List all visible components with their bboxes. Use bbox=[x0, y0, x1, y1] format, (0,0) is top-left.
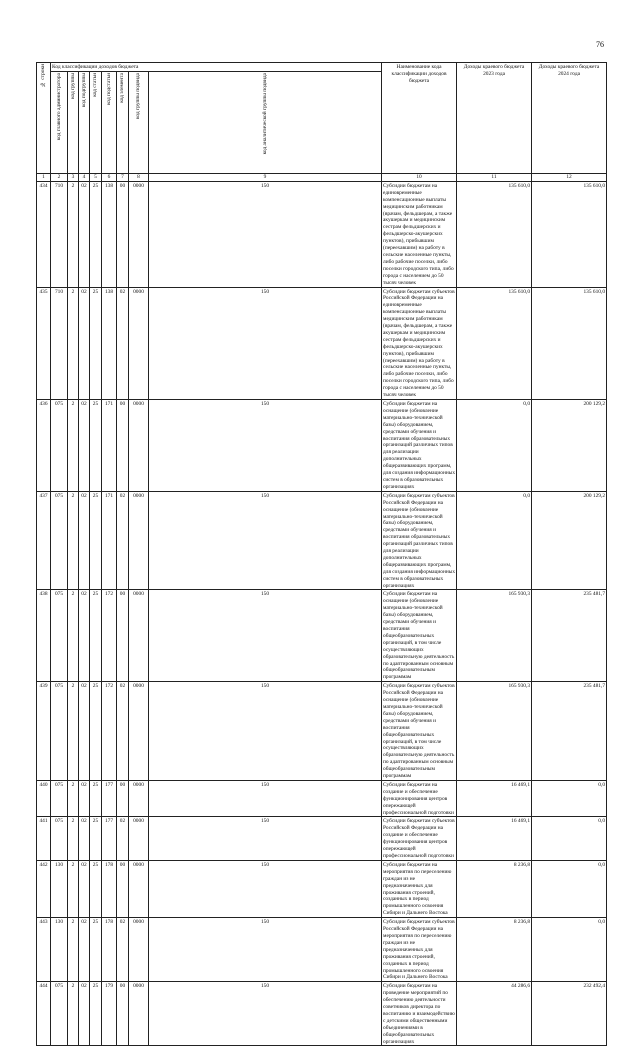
subgroup-code-cell: 02 bbox=[79, 181, 90, 287]
admin-code-cell: 130 bbox=[51, 860, 68, 917]
element-code-cell: 00 bbox=[117, 780, 129, 817]
page-number: 76 bbox=[596, 40, 604, 49]
subarticle-code-cell: 177 bbox=[102, 817, 117, 860]
analytic-group-code-cell: 150 bbox=[149, 400, 382, 492]
subtype-group-code-cell: 0000 bbox=[129, 590, 149, 682]
admin-code-cell: 075 bbox=[51, 491, 68, 590]
subarticle-code-cell: 179 bbox=[102, 982, 117, 1046]
revenue-2024-cell: 235 481,7 bbox=[532, 682, 607, 781]
table-row bbox=[37, 982, 607, 1046]
row-number-cell: 439 bbox=[37, 682, 51, 781]
table-row bbox=[37, 491, 607, 590]
subtype-group-code-cell: 0000 bbox=[129, 982, 149, 1046]
analytic-group-code-cell: 150 bbox=[149, 590, 382, 682]
header-code-subgroup: код подгруппы bbox=[79, 72, 90, 174]
element-code-cell: 02 bbox=[117, 918, 129, 982]
group-code-cell: 2 bbox=[68, 982, 79, 1046]
revenue-2023-cell: 44 286,6 bbox=[457, 982, 532, 1046]
admin-code-cell: 130 bbox=[51, 918, 68, 982]
subarticle-code-cell: 138 bbox=[102, 181, 117, 287]
revenue-2024-cell: 135 610,0 bbox=[532, 181, 607, 287]
subarticle-code-cell: 178 bbox=[102, 860, 117, 917]
table-row bbox=[37, 590, 607, 682]
revenue-2023-cell: 16 469,1 bbox=[457, 780, 532, 817]
revenue-classification-table bbox=[36, 62, 607, 1046]
subarticle-code-cell: 138 bbox=[102, 287, 117, 400]
article-code-cell: 25 bbox=[90, 860, 102, 917]
column-number: 8 bbox=[129, 174, 149, 182]
column-number: 6 bbox=[102, 174, 117, 182]
revenue-name-cell: Субсидии бюджетам на создание и обеспечение функционирования центров опережающей профессиональной подготовки bbox=[382, 780, 457, 817]
revenue-name-cell: Субсидии бюджетам на оснащение (обновление материально-технической базы) оборудованием, средствами обучения и воспитания образовательных организаций различных типов для реализации дополнительных общеразвивающих программ, для создания информационных систем в образовательных организациях bbox=[383, 401, 456, 490]
subgroup-code-cell: 02 bbox=[79, 817, 90, 860]
column-number-row bbox=[37, 174, 607, 182]
table-row bbox=[37, 918, 607, 982]
article-code-cell: 25 bbox=[90, 491, 102, 590]
group-code-cell: 2 bbox=[68, 400, 79, 492]
group-code-cell: 2 bbox=[68, 860, 79, 917]
revenue-2023-cell: 165 930,3 bbox=[457, 682, 532, 781]
revenue-2024-cell: 0,0 bbox=[532, 860, 607, 917]
subgroup-code-cell: 02 bbox=[79, 491, 90, 590]
header-revenue-2023: Доходы краевого бюджета 2023 года bbox=[457, 63, 532, 174]
article-code-cell: 25 bbox=[90, 982, 102, 1046]
column-number: 9 bbox=[149, 174, 382, 182]
header-code-group: код группы bbox=[68, 72, 79, 174]
subarticle-code-cell: 171 bbox=[102, 491, 117, 590]
row-number-cell: 438 bbox=[37, 590, 51, 682]
admin-code-cell: 075 bbox=[51, 817, 68, 860]
article-code-cell: 25 bbox=[90, 918, 102, 982]
revenue-2024-cell: 232 492,4 bbox=[532, 982, 607, 1046]
header-code-subtype-group: код группы подвида bbox=[129, 72, 149, 174]
row-number-cell: 444 bbox=[37, 982, 51, 1046]
subgroup-code-cell: 02 bbox=[79, 860, 90, 917]
revenue-2024-cell: 0,0 bbox=[532, 918, 607, 982]
analytic-group-code-cell: 150 bbox=[149, 918, 382, 982]
header-code-admin: код главного администратора bbox=[51, 72, 68, 174]
revenue-name-cell: Субсидии бюджетам на оснащение (обновление материально-технической базы) оборудованием, средствами обучения и воспитания общеобразовательных организаций, в том числе осуществляющих образовательную деятельность по адаптированным основным общеобразовательным программам bbox=[382, 590, 457, 682]
column-number: 11 bbox=[457, 174, 532, 182]
element-code-cell: 00 bbox=[117, 860, 129, 917]
element-code-cell: 02 bbox=[117, 817, 129, 860]
revenue-2024-cell: 0,0 bbox=[532, 817, 607, 860]
element-code-cell: 02 bbox=[117, 287, 129, 400]
table-row bbox=[37, 780, 607, 817]
admin-code-cell: 710 bbox=[51, 181, 68, 287]
article-code-cell: 25 bbox=[90, 780, 102, 817]
row-number-cell: 436 bbox=[37, 400, 51, 492]
analytic-group-code-cell: 150 bbox=[149, 181, 382, 287]
admin-code-cell: 075 bbox=[51, 400, 68, 492]
subtype-group-code-cell: 0000 bbox=[129, 400, 149, 492]
subarticle-code-cell: 172 bbox=[102, 590, 117, 682]
table-row bbox=[37, 817, 607, 860]
subtype-group-code-cell: 0000 bbox=[129, 682, 149, 781]
article-code-cell: 25 bbox=[90, 287, 102, 400]
revenue-2024-cell: 200 129,2 bbox=[532, 400, 607, 492]
admin-code-cell: 075 bbox=[51, 682, 68, 781]
group-code-cell: 2 bbox=[68, 590, 79, 682]
analytic-group-code-cell: 150 bbox=[149, 860, 382, 917]
revenue-name-cell: Субсидии бюджетам субъектов Российской Федерации на создание и обеспечение функционирования центров опережающей профессиональной подготовки bbox=[383, 818, 455, 859]
group-code-cell: 2 bbox=[68, 780, 79, 817]
column-number: 3 bbox=[68, 174, 79, 182]
table-row bbox=[37, 860, 607, 917]
revenue-2024-cell: 235 481,7 bbox=[532, 590, 607, 682]
subtype-group-code-cell: 0000 bbox=[129, 918, 149, 982]
element-code-cell: 02 bbox=[117, 682, 129, 781]
admin-code-cell: 075 bbox=[51, 780, 68, 817]
subgroup-code-cell: 02 bbox=[79, 400, 90, 492]
group-code-cell: 2 bbox=[68, 918, 79, 982]
analytic-group-code-cell: 150 bbox=[149, 817, 382, 860]
subgroup-code-cell: 02 bbox=[79, 590, 90, 682]
revenue-2024-cell: 200 129,2 bbox=[532, 491, 607, 590]
revenue-name-cell: Субсидии бюджетам субъектов Российской Федерации на оснащение (обновление материально-технической базы) оборудованием, средствами обучения и воспитания образовательных организаций различных типов для реализации дополнительных общеразвивающих программ, для создания информационных систем в образовательных организациях bbox=[383, 492, 456, 589]
revenue-2023-cell: 135 610,0 bbox=[457, 287, 532, 400]
row-number-cell: 437 bbox=[37, 491, 51, 590]
admin-code-cell: 075 bbox=[51, 590, 68, 682]
element-code-cell: 00 bbox=[117, 982, 129, 1046]
analytic-group-code-cell: 150 bbox=[149, 491, 382, 590]
subtype-group-code-cell: 0000 bbox=[129, 817, 149, 860]
subarticle-code-cell: 171 bbox=[102, 400, 117, 492]
revenue-2024-cell: 135 610,0 bbox=[532, 287, 607, 400]
table-row bbox=[37, 682, 607, 781]
group-code-cell: 2 bbox=[68, 181, 79, 287]
analytic-group-code-cell: 150 bbox=[149, 682, 382, 781]
analytic-group-code-cell: 150 bbox=[149, 982, 382, 1046]
revenue-2023-cell: 0,0 bbox=[457, 400, 532, 492]
header-name: Наименование кода классификации доходов бюджета bbox=[382, 63, 457, 174]
row-number-cell: 441 bbox=[37, 817, 51, 860]
column-number: 2 bbox=[51, 174, 68, 182]
subtype-group-code-cell: 0000 bbox=[129, 860, 149, 917]
revenue-2023-cell: 8 236,8 bbox=[457, 860, 532, 917]
column-number: 12 bbox=[532, 174, 607, 182]
article-code-cell: 25 bbox=[90, 590, 102, 682]
row-number-cell: 442 bbox=[37, 860, 51, 917]
subgroup-code-cell: 02 bbox=[79, 918, 90, 982]
subtype-group-code-cell: 0000 bbox=[129, 181, 149, 287]
subarticle-code-cell: 172 bbox=[102, 682, 117, 781]
group-code-cell: 2 bbox=[68, 682, 79, 781]
row-number-cell: 435 bbox=[37, 287, 51, 400]
header-code-analytic-group: код аналитической группы подвида bbox=[149, 72, 382, 174]
admin-code-cell: 710 bbox=[51, 287, 68, 400]
revenue-2023-cell: 8 236,8 bbox=[457, 918, 532, 982]
row-number-cell: 434 bbox=[37, 181, 51, 287]
table-row bbox=[37, 287, 607, 400]
table-body bbox=[37, 174, 607, 1046]
table-row bbox=[37, 400, 607, 492]
subtype-group-code-cell: 0000 bbox=[129, 491, 149, 590]
header-code-subarticle: код подстатьи bbox=[102, 72, 117, 174]
column-number: 7 bbox=[117, 174, 129, 182]
element-code-cell: 00 bbox=[117, 400, 129, 492]
element-code-cell: 00 bbox=[117, 181, 129, 287]
analytic-group-code-cell: 150 bbox=[149, 287, 382, 400]
table-row bbox=[37, 181, 607, 287]
revenue-2023-cell: 165 930,3 bbox=[457, 590, 532, 682]
group-code-cell: 2 bbox=[68, 491, 79, 590]
header-row-number: № строки bbox=[37, 63, 51, 174]
header-code-group: Код классификации доходов бюджета bbox=[51, 63, 382, 72]
revenue-2023-cell: 0,0 bbox=[457, 491, 532, 590]
revenue-name-cell: Субсидии бюджетам субъектов Российской Федерации на единовременные компенсационные выплаты медицинским работникам (врачам, фельдшерам, а также акушеркам и медицинским сестрам фельдшерских и фельдшерско-акушерских пунктов), прибывшим (переехавшим) на работу в сельские населенные пункты, либо рабочие поселки, либо поселки городского типа, либо города с населением до 50 тысяч человек bbox=[383, 288, 455, 399]
revenue-2024-cell: 0,0 bbox=[532, 780, 607, 817]
header-revenue-2024: Доходы краевого бюджета 2024 года bbox=[532, 63, 607, 174]
admin-code-cell: 075 bbox=[51, 982, 68, 1046]
column-number: 10 bbox=[382, 174, 457, 182]
article-code-cell: 25 bbox=[90, 682, 102, 781]
group-code-cell: 2 bbox=[68, 817, 79, 860]
column-number: 1 bbox=[37, 174, 51, 182]
subgroup-code-cell: 02 bbox=[79, 982, 90, 1046]
article-code-cell: 25 bbox=[90, 817, 102, 860]
element-code-cell: 00 bbox=[117, 590, 129, 682]
subarticle-code-cell: 177 bbox=[102, 780, 117, 817]
revenue-2023-cell: 16 469,1 bbox=[457, 817, 532, 860]
column-number: 5 bbox=[90, 174, 102, 182]
revenue-name-cell: Субсидии бюджетам на единовременные компенсационные выплаты медицинским работникам (врачам, фельдшерам, а также акушеркам и медицинским сестрам фельдшерских и фельдшерско-акушерских пунктов), прибывшим (переехавшим) на работу в сельские населенные пункты, либо рабочие поселки, либо поселки городского типа, либо города с населением до 50 тысяч человек bbox=[382, 181, 457, 287]
element-code-cell: 02 bbox=[117, 491, 129, 590]
row-number-cell: 440 bbox=[37, 780, 51, 817]
revenue-name-cell: Субсидии бюджетам субъектов Российской Федерации на оснащение (обновление материально-технической базы) оборудованием, средствами обучения и воспитания общеобразовательных организаций, в том числе осуществляющих образовательную деятельность по адаптированным основным общеобразовательным программам bbox=[383, 683, 455, 780]
revenue-name-cell: Субсидии бюджетам на проведение мероприятий по обеспечению деятельности советников директора по воспитанию и взаимодействию с детскими общественными объединениями в общеобразовательных организациях bbox=[383, 983, 455, 1045]
subtype-group-code-cell: 0000 bbox=[129, 287, 149, 400]
subarticle-code-cell: 178 bbox=[102, 918, 117, 982]
revenue-name-cell: Субсидии бюджетам субъектов Российской Федерации на мероприятия по переселению граждан из не предназначенных для проживания строений, созданных в период промышленного освоения Сибири и Дальнего Востока bbox=[383, 919, 455, 981]
header-code-article: код статьи bbox=[90, 72, 102, 174]
subgroup-code-cell: 02 bbox=[79, 287, 90, 400]
revenue-name-cell: Субсидии бюджетам на мероприятия по переселению граждан из не предназначенных для проживания строений, созданных в период промышленного освоения Сибири и Дальнего Востока bbox=[382, 860, 457, 917]
subgroup-code-cell: 02 bbox=[79, 780, 90, 817]
article-code-cell: 25 bbox=[90, 181, 102, 287]
row-number-cell: 443 bbox=[37, 918, 51, 982]
header-code-element: код элемента bbox=[117, 72, 129, 174]
article-code-cell: 25 bbox=[90, 400, 102, 492]
column-number: 4 bbox=[79, 174, 90, 182]
subtype-group-code-cell: 0000 bbox=[129, 780, 149, 817]
group-code-cell: 2 bbox=[68, 287, 79, 400]
subgroup-code-cell: 02 bbox=[79, 682, 90, 781]
analytic-group-code-cell: 150 bbox=[149, 780, 382, 817]
revenue-2023-cell: 135 610,0 bbox=[457, 181, 532, 287]
